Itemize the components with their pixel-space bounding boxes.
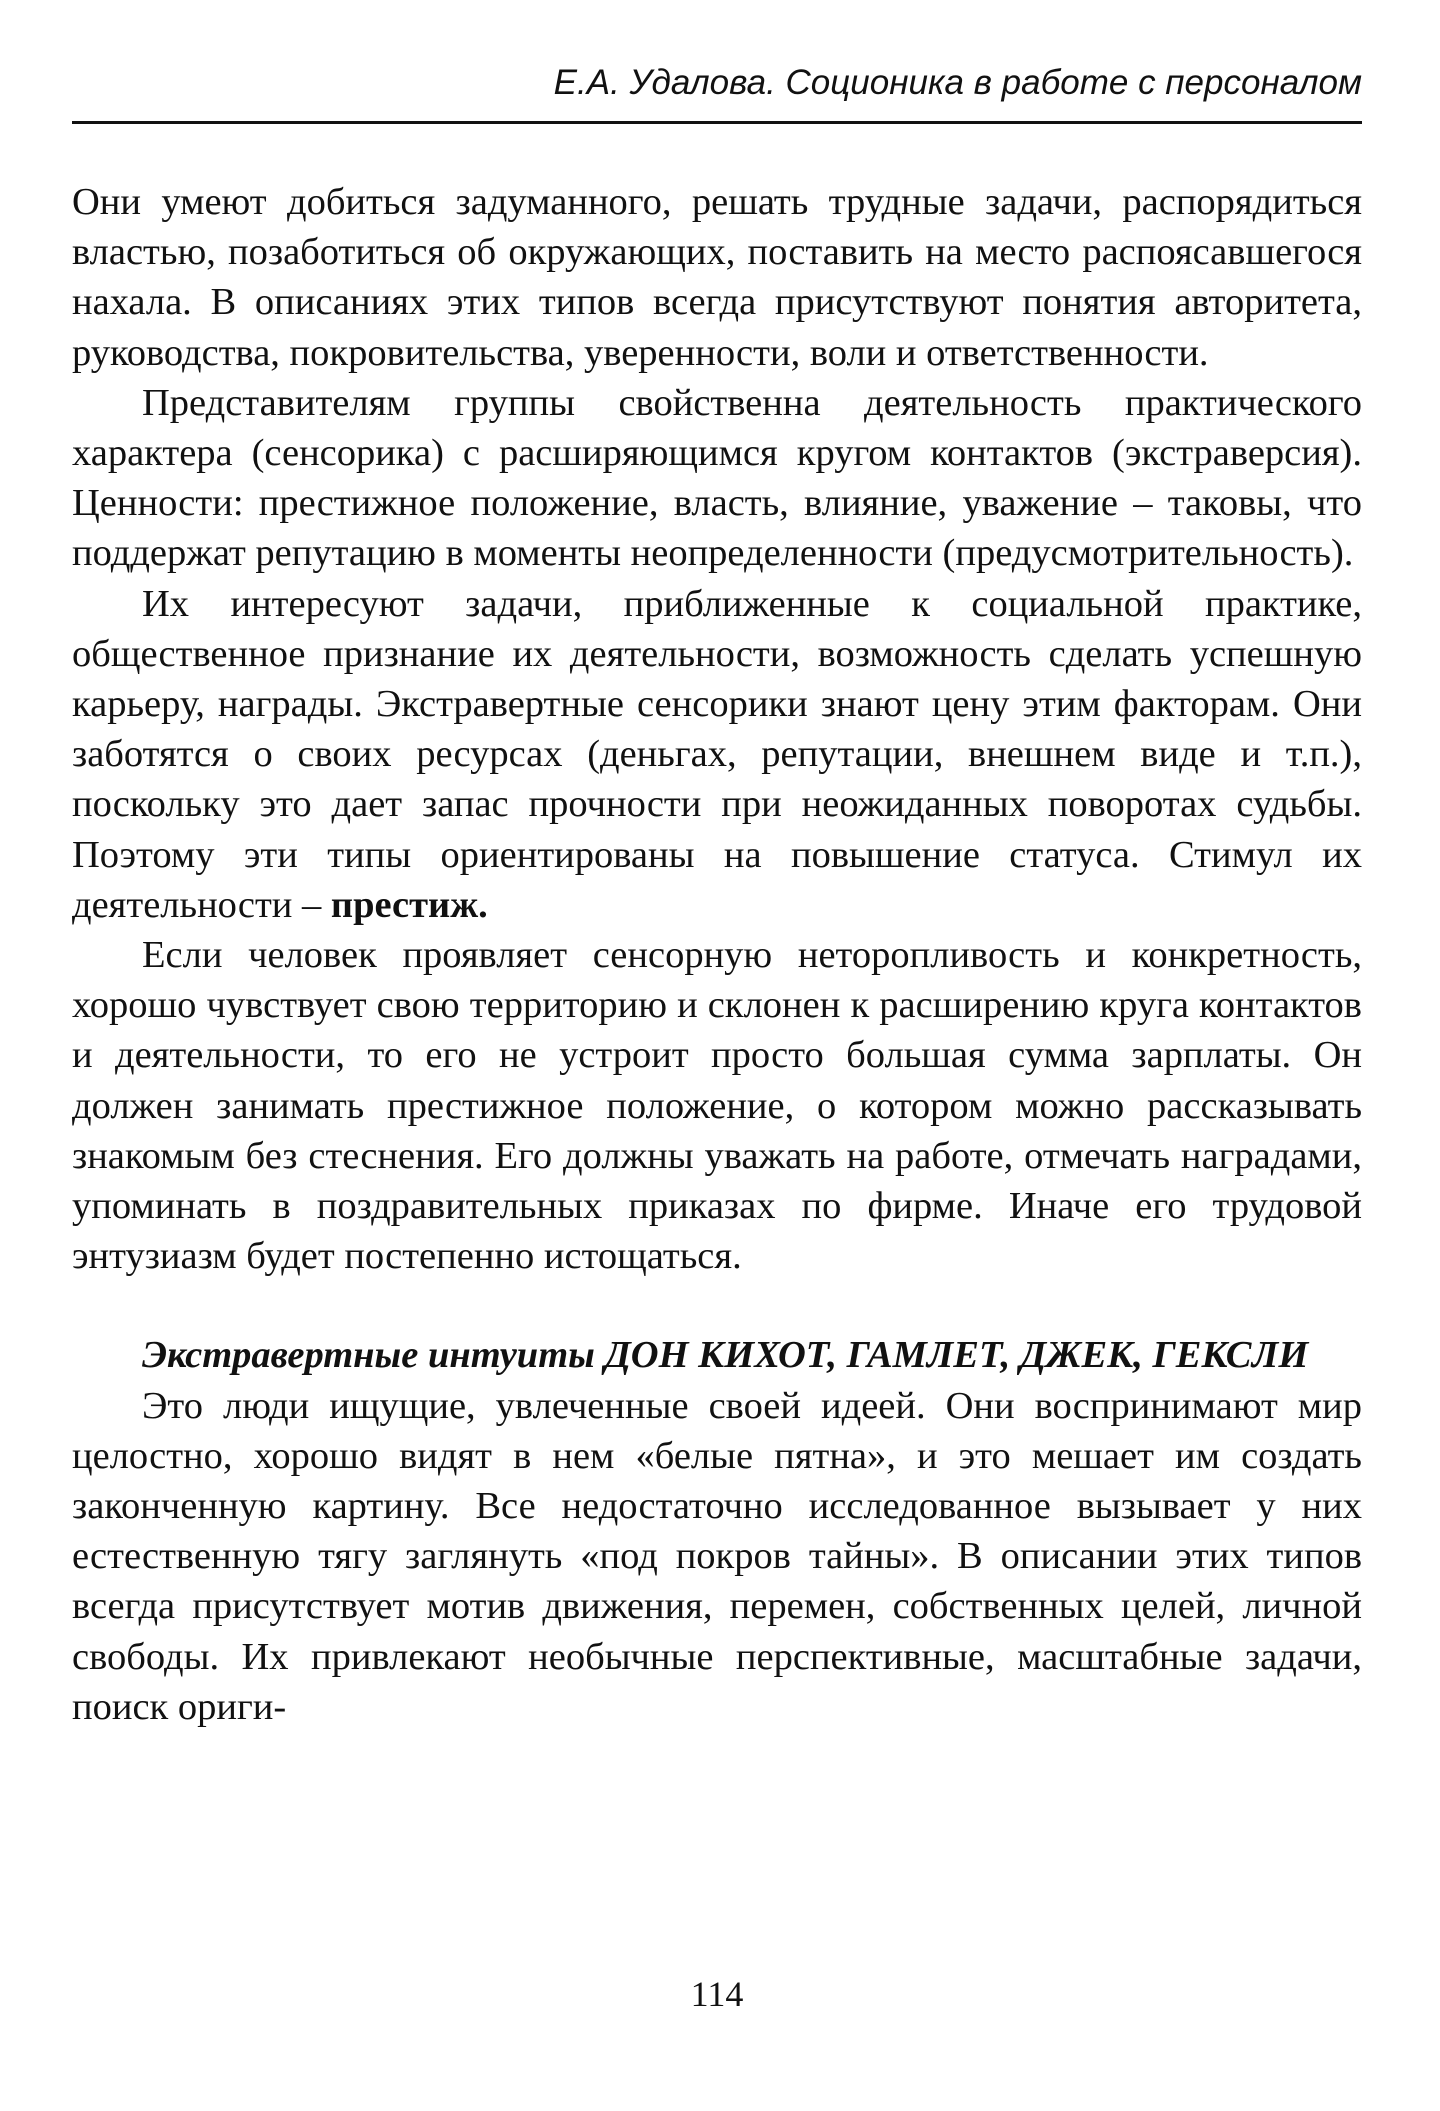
emphasis-word: престиж.: [330, 883, 488, 926]
paragraph: [72, 579, 1362, 930]
header-rule: [72, 121, 1362, 124]
paragraph: Если человек проявляет сенсорную неторопливость и конкретность, хорошо чувствует свою территорию и склонен к расширению круга контактов и деятельности, то его не устроит просто большая сумма зарплаты. Он должен занимать престижное положение, о котором можно рассказывать знакомым без стеснения. Его должны уважать на работе, отмечать наградами, упоминать в поздравительных приказах по фирме. Иначе его трудовой энтузиазм будет постепенно истощаться.: [72, 934, 1362, 1278]
paragraph: Они умеют добиться задуманного, решать трудные задачи, распорядиться властью, позаботиться об окружающих, поставить на место распоясавшегося нахала. В описаниях этих типов всегда присутствуют понятия авторитета, руководства, покровительства, уверенности, воли и ответственности.: [72, 181, 1362, 374]
page-number: 114: [690, 1974, 744, 2014]
paragraph-text: Их интересуют задачи, приближенные к социальной практике, общественное признание их деятельности, возможность сделать успешную карьеру, награды. Экстравертные сенсорики знают цену этим факторам. Они заботятся о своих ресурсах (деньгах, репутации, внешнем виде и т.п.), поскольку это дает запас прочности при неожиданных поворотах судьбы. Поэтому эти типы ориентированы на повышение статуса. Стимул их деятельности –: [72, 582, 1362, 926]
paragraph: Представителям группы свойственна деятельность практического характера (сенсорика) с расширяющимся кругом контактов (экстраверсия). Ценности: престижное положение, власть, влияние, уважение – таковы, что поддержат репутацию в моменты неопределенности (предусмотрительность).: [72, 381, 1362, 575]
running-head: Е.А. Удалова. Соционика в работе с персоналом: [553, 63, 1362, 102]
body-text: [72, 177, 1362, 1732]
book-page: [72, 0, 1362, 2111]
paragraph: Это люди ищущие, увлеченные своей идеей. Они воспринимают мир целостно, хорошо видят в нем «белые пятна», и это мешает им создать законченную картину. Все недостаточно исследованное вызывает у них естественную тягу заглянуть «под покров тайны». В описании этих типов всегда присутствует мотив движения, перемен, собственных целей, личной свободы. Их привлекают необычные перспективные, масштабные задачи, поиск ориги-: [72, 1384, 1362, 1728]
section-heading: Экстравертные интуиты ДОН КИХОТ, ГАМЛЕТ, ДЖЕК, ГЕКСЛИ: [142, 1334, 1309, 1377]
